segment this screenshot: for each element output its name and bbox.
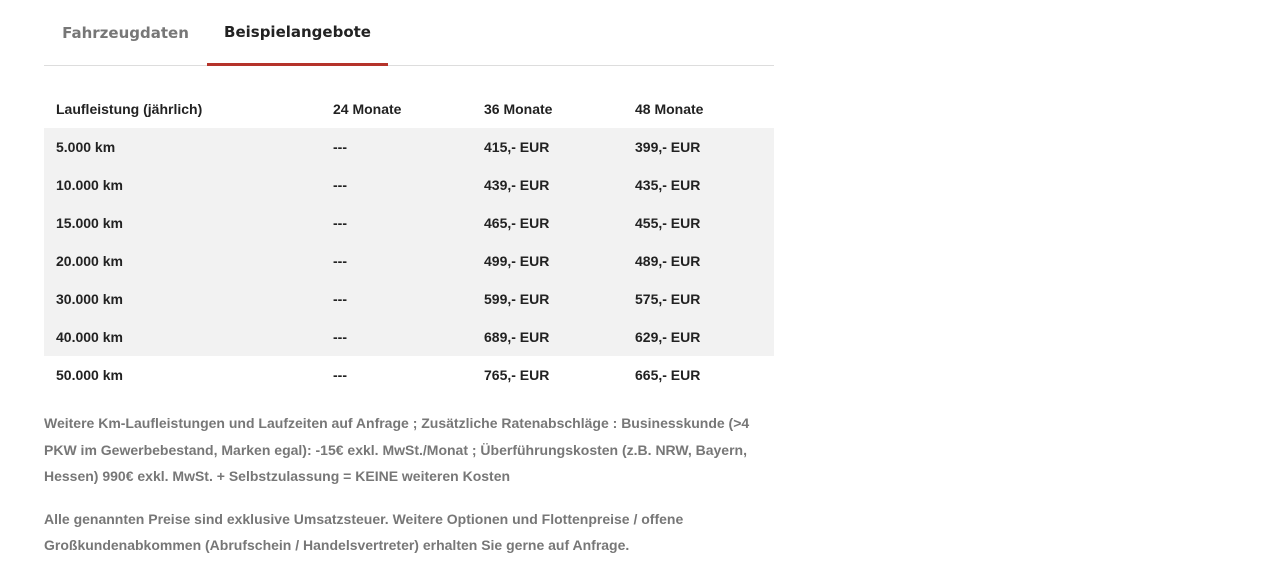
tab-beispielangebote[interactable]: Beispielangebote — [207, 0, 388, 66]
table-row — [44, 318, 774, 356]
table-row — [44, 166, 774, 204]
header-48-monate: 48 Monate — [635, 101, 704, 117]
note-additional-terms: Weitere Km-Laufleistungen und Laufzeiten auf Anfrage ; Zusätzliche Ratenabschläge : Businesskunde (>4 PKW im Gewerbebestand, Marken egal): -15€ exkl. MwSt./Monat ; Überführungskosten (z.B. NRW, Bayern, Hessen) 990€ exkl. MwSt. + Selbstzulassung = KEINE weiteren Kosten — [44, 415, 750, 484]
cell-36-months: 599,- EUR — [472, 280, 623, 318]
table-row — [44, 128, 774, 166]
note-price-disclaimer: Alle genannten Preise sind exklusive Umsatzsteuer. Weitere Optionen und Flottenpreise / offene Großkundenabkommen (Abrufschein / Handelsvertreter) erhalten Sie gerne auf Anfrage. — [44, 510, 684, 553]
notes-section — [44, 410, 764, 575]
cell-36-months: 499,- EUR — [472, 242, 623, 280]
header-36-monate: 36 Monate — [484, 101, 553, 117]
offers-table — [44, 90, 774, 394]
cell-24-months: --- — [321, 318, 472, 356]
cell-24-months: --- — [321, 204, 472, 242]
cell-48-months: 629,- EUR — [623, 318, 774, 356]
cell-48-months: 489,- EUR — [623, 242, 774, 280]
tab-fahrzeugdaten[interactable]: Fahrzeugdaten — [62, 24, 189, 42]
cell-48-months: 455,- EUR — [623, 204, 774, 242]
cell-24-months: --- — [321, 280, 472, 318]
cell-48-months: 399,- EUR — [623, 128, 774, 166]
cell-24-months: --- — [321, 128, 472, 166]
cell-36-months: 415,- EUR — [472, 128, 623, 166]
header-24-monate: 24 Monate — [333, 101, 402, 117]
cell-36-months: 439,- EUR — [472, 166, 623, 204]
cell-48-months: 665,- EUR — [635, 367, 701, 383]
cell-mileage: 30.000 km — [44, 280, 321, 318]
cell-mileage: 40.000 km — [44, 318, 321, 356]
cell-mileage: 15.000 km — [44, 204, 321, 242]
cell-36-months: 765,- EUR — [484, 367, 550, 383]
cell-36-months: 465,- EUR — [472, 204, 623, 242]
table-row — [44, 280, 774, 318]
header-laufleistung: Laufleistung (jährlich) — [56, 101, 203, 117]
cell-mileage: 50.000 km — [56, 367, 123, 383]
cell-mileage: 5.000 km — [44, 128, 321, 166]
table-row — [44, 204, 774, 242]
cell-24-months: --- — [333, 367, 347, 383]
cell-mileage: 10.000 km — [44, 166, 321, 204]
cell-48-months: 435,- EUR — [623, 166, 774, 204]
table-row — [44, 356, 774, 394]
table-header-row — [44, 90, 774, 128]
cell-36-months: 689,- EUR — [472, 318, 623, 356]
cell-24-months: --- — [321, 242, 472, 280]
table-row — [44, 242, 774, 280]
tab-bar — [44, 0, 774, 66]
cell-mileage: 20.000 km — [44, 242, 321, 280]
cell-24-months: --- — [321, 166, 472, 204]
cell-48-months: 575,- EUR — [623, 280, 774, 318]
offer-panel — [44, 0, 774, 553]
